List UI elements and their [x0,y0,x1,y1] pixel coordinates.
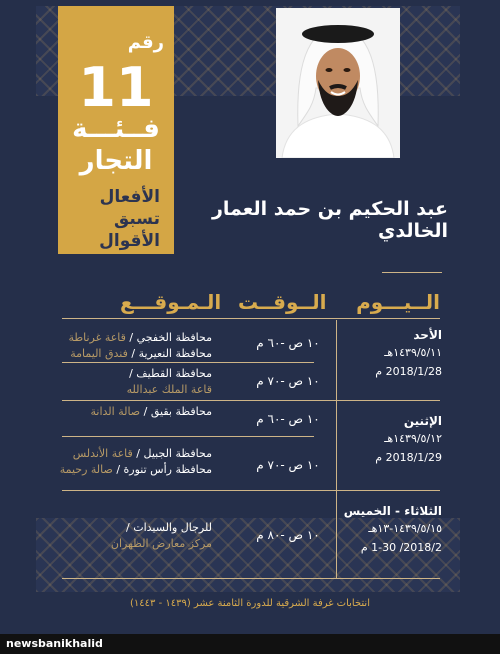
gregorian-date: 2018/1/28 م [375,365,442,378]
schedule-row-tue-thu [342,504,442,554]
candidate-photo [276,8,400,158]
location-venue: فندق اليمامة [70,347,128,360]
location-venue: قاعة غرناطة [68,331,126,344]
location-venue: صالة الدانة [90,405,141,418]
row-divider [62,400,440,401]
bottom-divider [62,578,440,579]
schedule-row-monday [342,414,442,464]
gregorian-date: 2018/1/29 م [375,451,442,464]
schedule-row-sunday [342,328,442,378]
divider [382,272,442,273]
day-name: الثلاثاء - الخميس [343,504,442,518]
category-value: التجار [79,146,153,176]
location-main: محافظة الجبيل / [136,447,212,460]
slot-location [62,366,212,398]
candidate-number-badge [58,6,174,254]
location-main: محافظة رأس تنورة / [116,463,212,476]
source-watermark: newsbanikhalid [0,634,500,654]
location-main: محافظة الخفجي / [129,331,212,344]
location-main: للرجال والسيدات / [126,521,212,534]
slot-time: ١٠ ص -٧٠ م [256,458,320,472]
location-main: محافظة بقيق / [143,405,212,418]
header-time: الــوقــت [238,290,327,314]
location-venue: مركز معارض الظهران [110,537,212,550]
location-venue: قاعة الأندلس [72,447,133,460]
slot-time: ١٠ ص -٧٠ م [256,374,320,388]
column-divider [336,320,337,578]
slot-location [62,330,212,362]
motto [58,186,160,252]
location-venue: صالة رحيمة [59,463,113,476]
category-label: فــئـــة [72,114,160,144]
hijri-date: ١٤٣٩/٥/١١هـ [384,346,442,359]
header-day: الــيـــوم [356,290,440,314]
slot-time: ١٠ ص -٦٠ م [256,336,320,350]
gregorian-date: 2018/2/ 1-30 م [360,541,442,554]
motto-line-1: الأفعال [99,187,160,207]
slot-time: ١٠ ص -٦٠ م [256,412,320,426]
slot-time: ١٠ ص -٨٠ م [256,528,320,542]
slot-location [62,404,212,420]
day-name: الإثنين [403,414,442,428]
motto-line-3: الأقوال [99,231,160,251]
day-name: الأحد [413,328,442,342]
location-venue: قاعة الملك عبدالله [126,383,212,396]
candidate-number: 11 [78,56,154,119]
hijri-date: ١٤٣٩/٥/١٢هـ [384,432,442,445]
header-divider [62,318,440,319]
row-divider [62,490,440,491]
slot-location [62,520,212,552]
number-label: رقم [127,32,164,53]
candidate-name: عبد الحكيم بن حمد العمار الخالدي [211,198,448,242]
location-main: محافظة النعيرية / [131,347,212,360]
header-location: الـمـوقـــع [120,290,222,314]
slot-location [52,446,212,478]
motto-line-2: تسبق [114,209,160,229]
slot-divider [62,436,314,437]
location-main: محافظة القطيف / [129,367,212,380]
slot-divider [62,362,314,363]
hijri-date: ١٤٣٩/٥/١٥-١٣هـ [368,522,442,535]
footer-text: انتخابات غرفة الشرقية للدورة الثامنة عشر (١٤٣٩ - ١٤٤٣) [130,598,370,609]
